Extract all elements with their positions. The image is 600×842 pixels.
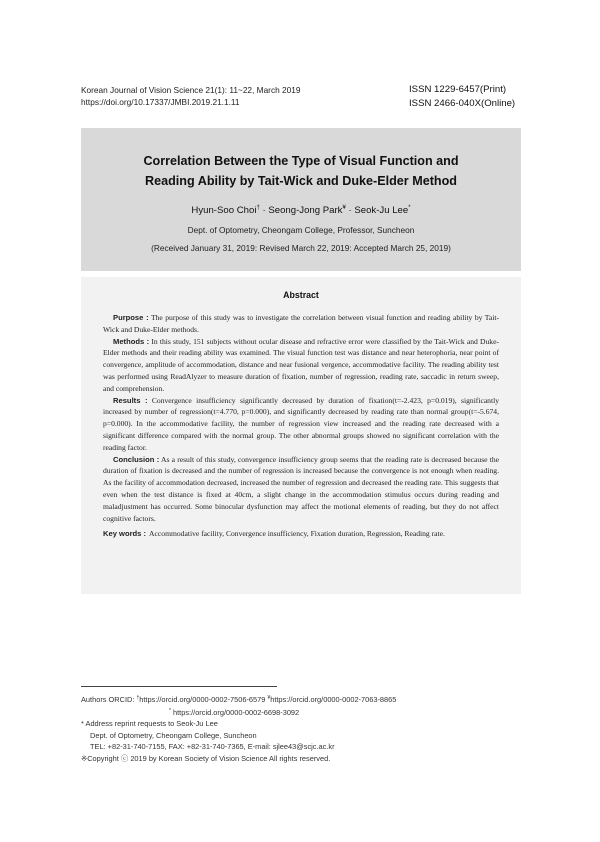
author-1: Hyun-Soo Choi (191, 205, 257, 216)
results-label: Results : (113, 395, 148, 405)
affiliation: Dept. of Optometry, Cheongam College, Professor, Suncheon (187, 225, 415, 235)
abstract-box (81, 277, 521, 594)
title-box (81, 128, 521, 271)
received-dates: (Received January 31, 2019: Revised March 22, 2019: Accepted March 25, 2019) (151, 243, 451, 253)
methods-label: Methods : (113, 336, 150, 346)
abstract-conclusion (103, 454, 499, 525)
orcid-line-2 (81, 706, 521, 719)
orcid-3-link[interactable]: https://orcid.org/0000-0002-6698-3092 (170, 707, 300, 717)
abstract-heading: Abstract (283, 290, 319, 300)
orcid-2-link[interactable]: https://orcid.org/0000-0002-7063-8865 (270, 695, 397, 704)
reprint-request: * Address reprint requests to Seok-Ju Lee (81, 719, 218, 729)
author-3-mark: * (408, 205, 411, 211)
author-2-mark: ¥ (342, 205, 346, 211)
orcid-line (81, 693, 521, 706)
author-1-mark: † (256, 205, 260, 211)
methods-text: In this study, 151 subjects without ocular disease and refractive error were classified by the Tait-Wick and Duke-Elder methods and their reading ability was examined. The visual function test was distance and near heterophoria, near point of convergence, amplitude of accommodation, distance and near fusional vergence, accommodative facility. The reading ability test was performed using ReadAlyzer to measure duration of fixation, number of regression, reading rate, saccadic in return sweep, and comprehension. (103, 336, 499, 393)
abstract-body (103, 312, 499, 540)
footnote-divider (81, 686, 277, 687)
conclusion-text: As a result of this study, convergence insufficiency group seems that the reading rate is decreased because the duration of fixation is decreased and the number of regression is increased because the convergence is not enough when reading. As the facility of accommodation decreased, increased the number of regression and decreased the reading rate. This suggests that even when the test distance is fixed at 40cm, a slight change in the accommodation stimulus occurs during reading and maladjustment has occurred. Some binocular dysfunction may affect the motional elements of reading, but they do not affect cognitive factors. (103, 454, 499, 523)
title-line-1: Correlation Between the Type of Visual Function and (143, 154, 459, 168)
author-list (81, 205, 521, 216)
issn-online: ISSN 2466-040X(Online) (409, 98, 516, 109)
orcid-1-mark: † (136, 695, 140, 701)
orcid-label: Authors ORCID: (81, 695, 137, 704)
copyright-notice: ※Copyright ⓒ 2019 by Korean Society of Vision Science All rights reserved. (81, 753, 331, 763)
orcid-3-mark: * (169, 707, 171, 714)
author-separator: · (259, 205, 269, 216)
issn-print: ISSN 1229-6457(Print) (409, 84, 507, 95)
issn-block (409, 83, 515, 111)
abstract-purpose (103, 312, 499, 336)
doi-link[interactable]: https://doi.org/10.17337/JMBI.2019.21.1.11 (81, 97, 240, 107)
orcid-2-mark: ¥ (267, 695, 271, 701)
abstract-keywords (103, 528, 499, 540)
journal-citation (81, 84, 300, 108)
journal-line: Korean Journal of Vision Science 21(1): 11~22, March 2019 (81, 85, 301, 95)
title-line-2: Reading Ability by Tait-Wick and Duke-Elder Method (145, 174, 457, 188)
purpose-label: Purpose : (113, 313, 149, 322)
paper-title (81, 151, 521, 191)
abstract-results (103, 395, 499, 454)
purpose-text: The purpose of this study was to investigate the correlation between visual function and reading ability by Tait-Wick and Duke-Elder methods. (103, 313, 499, 334)
author-separator: · (345, 205, 355, 216)
abstract-methods (103, 336, 499, 395)
author-2: Seong-Jong Park (268, 205, 343, 216)
keywords-label: Key words : (103, 529, 147, 539)
footnotes (81, 693, 521, 765)
conclusion-label: Conclusion : (113, 454, 160, 464)
reprint-affiliation: Dept. of Optometry, Cheongam College, Suncheon (90, 730, 257, 740)
keywords-text: Accommodative facility, Convergence insufficiency, Fixation duration, Regression, Reading rate. (149, 529, 445, 539)
author-3: Seok-Ju Lee (354, 205, 409, 216)
results-text: Convergence insufficiency significantly decreased by duration of fixation(t=-2.423, p=0.019), significantly increased by number of regression(t=4.770, p=0.000), and significantly decreased by reading rate than normal group(t=-5.674, p=0.000). In the accommodative facility, the number of regression view increased and the reading rate decreased with a significant difference compared with the normal group. The other abnormal groups showed no significant correlation with the reading factor. (103, 395, 499, 452)
orcid-1-link[interactable]: https://orcid.org/0000-0002-7506-6579 (139, 695, 268, 704)
contact-info: TEL: +82-31-740-7155, FAX: +82-31-740-7365, E-mail: sjlee43@scjc.ac.kr (90, 742, 335, 752)
